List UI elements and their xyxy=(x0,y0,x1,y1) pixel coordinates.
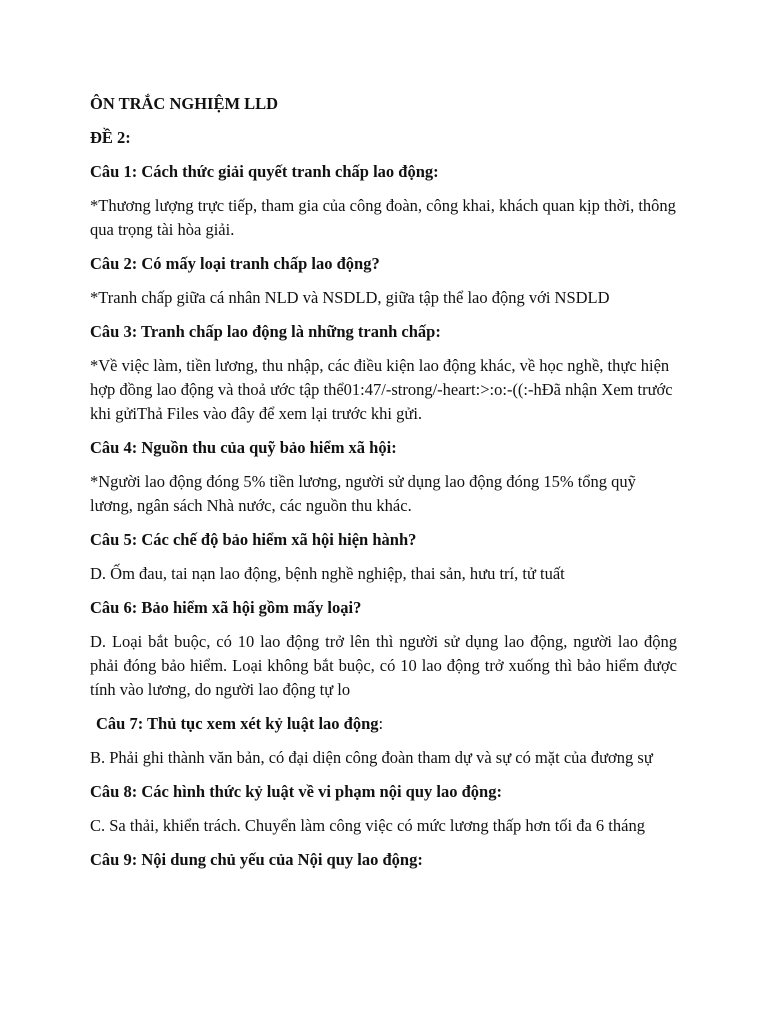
answer-1: *Thương lượng trực tiếp, tham gia của công đoàn, công khai, khách quan kịp thời, thông qua trọng tài hòa giải. xyxy=(90,196,676,239)
document-subtitle: ĐỀ 2: xyxy=(90,128,131,147)
answer-2: *Tranh chấp giữa cá nhân NLD và NSDLD, giữa tập thể lao động với NSDLD xyxy=(90,288,610,307)
question-7-text: Câu 7: Thủ tục xem xét kỷ luật lao động xyxy=(96,714,379,733)
question-7 xyxy=(90,712,677,736)
answer-7: B. Phải ghi thành văn bản, có đại diện công đoàn tham dự và sự có mặt của đương sự xyxy=(90,748,653,767)
question-8: Câu 8: Các hình thức kỷ luật về vi phạm nội quy lao động: xyxy=(90,782,502,801)
question-9: Câu 9: Nội dung chủ yếu của Nội quy lao động: xyxy=(90,850,423,869)
question-6: Câu 6: Bảo hiểm xã hội gồm mấy loại? xyxy=(90,598,362,617)
document-page xyxy=(90,92,677,882)
answer-8: C. Sa thải, khiển trách. Chuyển làm công việc có mức lương thấp hơn tối đa 6 tháng xyxy=(90,816,645,835)
question-5: Câu 5: Các chế độ bảo hiểm xã hội hiện hành? xyxy=(90,530,417,549)
document-title: ÔN TRẮC NGHIỆM LLD xyxy=(90,94,279,113)
question-2: Câu 2: Có mấy loại tranh chấp lao động? xyxy=(90,254,380,273)
question-1: Câu 1: Cách thức giải quyết tranh chấp lao động: xyxy=(90,162,439,181)
answer-6: D. Loại bắt buộc, có 10 lao động trở lên thì người sử dụng lao động, người lao động phải đóng bảo hiểm. Loại không bắt buộc, có 10 lao động trở xuống thì bảo hiểm được tính vào lương, do người lao động tự lo xyxy=(90,632,677,699)
question-3: Câu 3: Tranh chấp lao động là những tranh chấp: xyxy=(90,322,441,341)
answer-5: D. Ốm đau, tai nạn lao động, bệnh nghề nghiệp, thai sản, hưu trí, tử tuất xyxy=(90,564,565,583)
answer-4: *Người lao động đóng 5% tiền lương, người sử dụng lao động đóng 15% tổng quỹ lương, ngân sách Nhà nước, các nguồn thu khác. xyxy=(90,472,636,515)
question-4: Câu 4: Nguồn thu của quỹ bảo hiểm xã hội: xyxy=(90,438,397,457)
question-7-colon: : xyxy=(378,714,384,733)
answer-3: *Về việc làm, tiền lương, thu nhập, các điều kiện lao động khác, về học nghề, thực hiện hợp đồng lao động và thoả ước tập thể01:47/-strong/-heart:>:o:-((:-hĐã nhận Xem trước khi gửiThả Files vào đây để xem lại trước khi gửi. xyxy=(90,356,673,423)
